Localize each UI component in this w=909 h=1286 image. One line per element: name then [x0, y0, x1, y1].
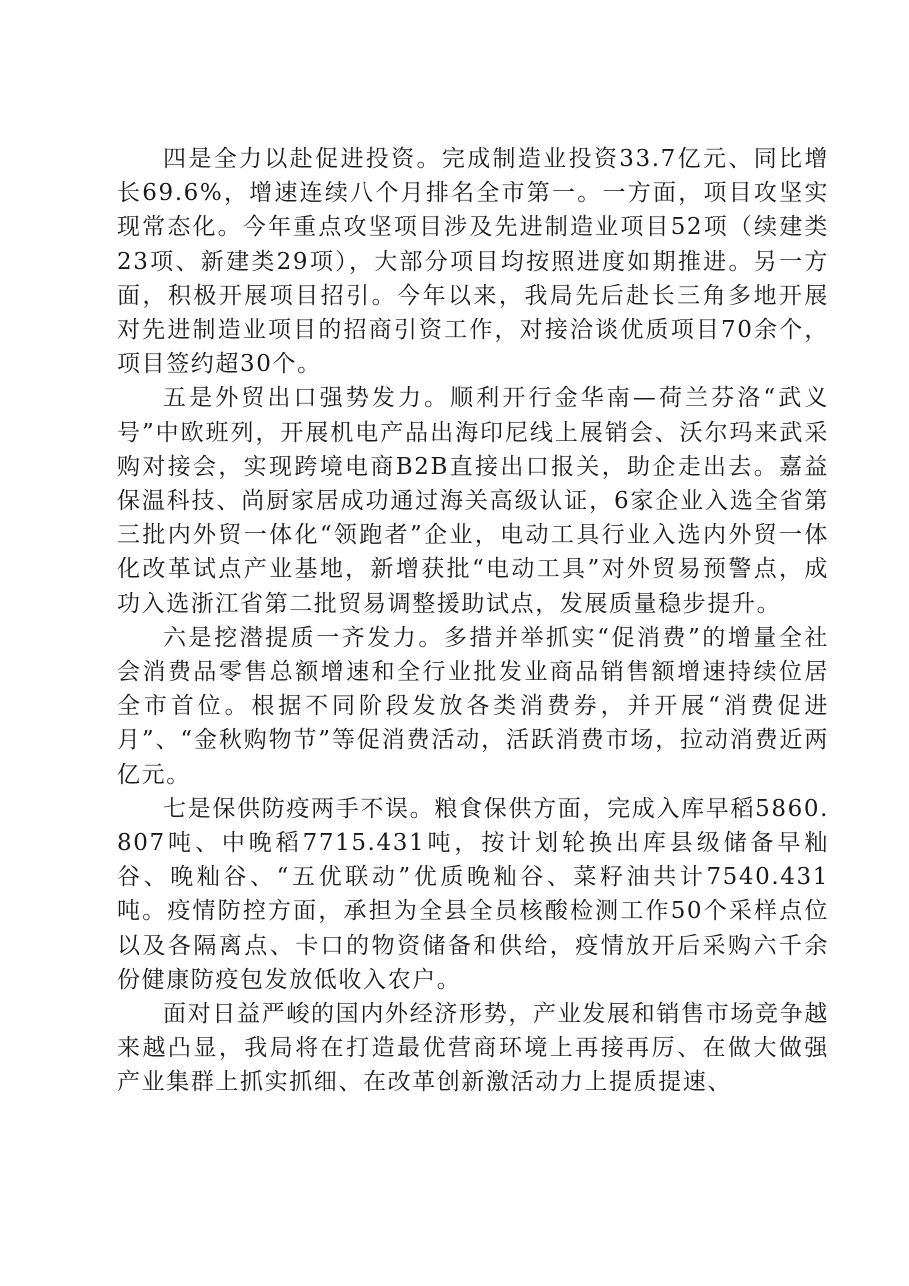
paragraph-consumption: 六是挖潜提质一齐发力。多措并举抓实“促消费”的增量全社会消费品零售总额增速和全行业批发业商品销售额增速持续位居全市首位。根据不同阶段发放各类消费券，并开展“消费促进月”、“金秋购物节”等促消费活动，活跃消费市场，拉动消费近两亿元。	[117, 624, 829, 788]
paragraph-outlook: 面对日益严峻的国内外经济形势，产业发展和销售市场竞争越来越凸显，我局将在打造最优营商环境上再接再厉、在做大做强产业集群上抓实抓细、在改革创新激活动力上提质提速、	[117, 1001, 829, 1096]
paragraph-investment: 四是全力以赴促进投资。完成制造业投资33.7亿元、同比增长69.6%，增速连续八个月排名全市第一。一方面，项目攻坚实现常态化。今年重点攻坚项目涉及先进制造业项目52项（续建类23项、新建类29项），大部分项目均按照进度如期推进。另一方面，积极开展项目招引。今年以来，我局先后赴长三角多地开展对先进制造业项目的招商引资工作，对接洽谈优质项目70余个，项目签约超30个。	[117, 146, 829, 378]
document-body	[117, 142, 829, 1100]
paragraph-foreign-trade: 五是外贸出口强势发力。顺利开行金华南—荷兰芬洛“武义号”中欧班列，开展机电产品出海印尼线上展销会、沃尔玛来武采购对接会，实现跨境电商B2B直接出口报关，助企走出去。嘉益保温科技、尚厨家居成功通过海关高级认证，6家企业入选全省第三批内外贸一体化“领跑者”企业，电动工具行业入选内外贸一体化改革试点产业基地，新增获批“电动工具”对外贸易预警点，成功入选浙江省第二批贸易调整援助试点，发展质量稳步提升。	[117, 385, 829, 617]
paragraph-supply-epidemic: 七是保供防疫两手不误。粮食保供方面，完成入库早稻5860.807吨、中晚稻7715.431吨，按计划轮换出库县级储备早籼谷、晚籼谷、“五优联动”优质晚籼谷、菜籽油共计7540.431吨。疫情防控方面，承担为全县全员核酸检测工作50个采样点位以及各隔离点、卡口的物资储备和供给，疫情放开后采购六千余份健康防疫包发放低收入农户。	[117, 795, 829, 993]
